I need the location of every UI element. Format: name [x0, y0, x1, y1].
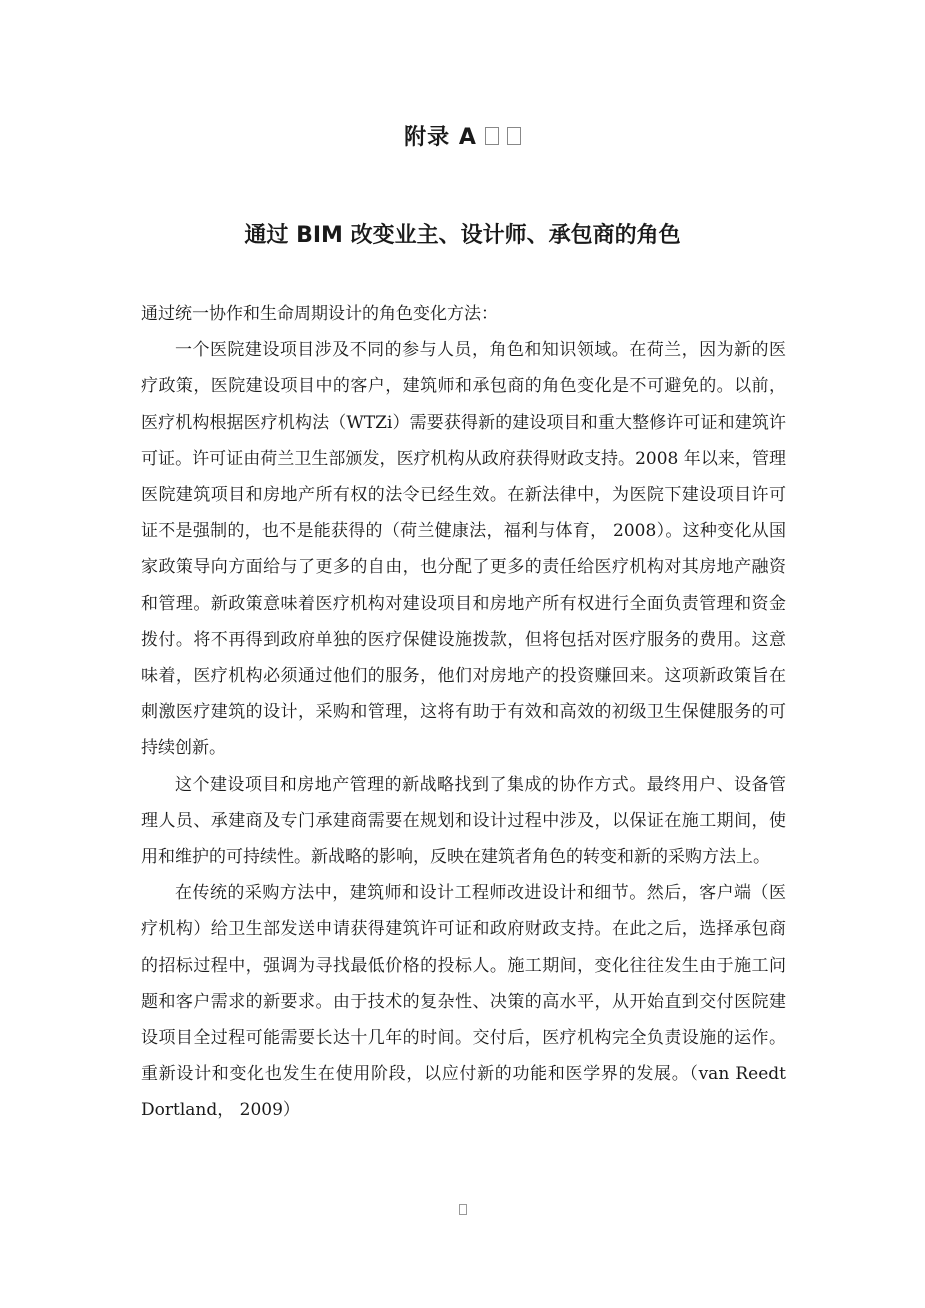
paragraph: 一个医院建设项目涉及不同的参与人员，角色和知识领域。在荷兰，因为新的医疗政策，医院建设项目中的客户，建筑师和承包商的角色变化是不可避免的。以前，医疗机构根据医疗机构法（WTZi）需要获得新的建设项目和重大整修许可证和建筑许可证。许可证由荷兰卫生部颁发，医疗机构从政府获得财政支持。2008 年以来，管理医院建筑项目和房地产所有权的法令已经生效。在新法律中，为医院下建设项目许可证不是强制的，也不是能获得的（荷兰健康法，福利与体育， 2008）。这种变化从国家政策导向方面给与了更多的自由，也分配了更多的责任给医疗机构对其房地产融资和管理。新政策意味着医疗机构对建设项目和房地产所有权进行全面负责管理和资金拨付。将不再得到政府单独的医疗保健设施拨款，但将包括对医疗服务的费用。这意味着，医疗机构必须通过他们的服务，他们对房地产的投资赚回来。这项新政策旨在刺激医疗建筑的设计，采购和管理，这将有助于有效和高效的初级卫生保健服务的可持续创新。 [141, 340, 786, 759]
body-text [141, 296, 786, 1129]
missing-glyph-icon [459, 1204, 467, 1215]
intro-line: 通过统一协作和生命周期设计的角色变化方法： [141, 304, 498, 324]
paragraph: 这个建设项目和房地产管理的新战略找到了集成的协作方式。最终用户、设备管理人员、承建商及专门承建商需要在规划和设计过程中涉及，以保证在施工期间，使用和维护的可持续性。新战略的影响，反映在建筑者角色的转变和新的采购方法上。 [141, 774, 786, 868]
section-title: 通过 BIM 改变业主、设计师、承包商的角色 [244, 223, 681, 248]
paragraph: 在传统的采购方法中，建筑师和设计工程师改进设计和细节。然后，客户端（医疗机构）给卫生部发送申请获得建筑许可证和政府财政支持。在此之后，选择承包商的招标过程中，强调为寻找最低价格的投标人。施工期间，变化往往发生由于施工问题和客户需求的新要求。由于技术的复杂性、决策的高水平，从开始直到交付医院建设项目全过程可能需要长达十几年的时间。交付后，医疗机构完全负责设施的运作。重新设计和变化也发生在使用阶段，以应付新的功能和医学界的发展。（van Reedt Dortland， 2009） [141, 883, 786, 1121]
page-number [0, 1200, 925, 1219]
missing-glyph-icon [485, 127, 499, 145]
missing-glyph-icon [507, 127, 521, 145]
appendix-heading [0, 120, 925, 151]
appendix-label: 附录 A [404, 125, 477, 150]
